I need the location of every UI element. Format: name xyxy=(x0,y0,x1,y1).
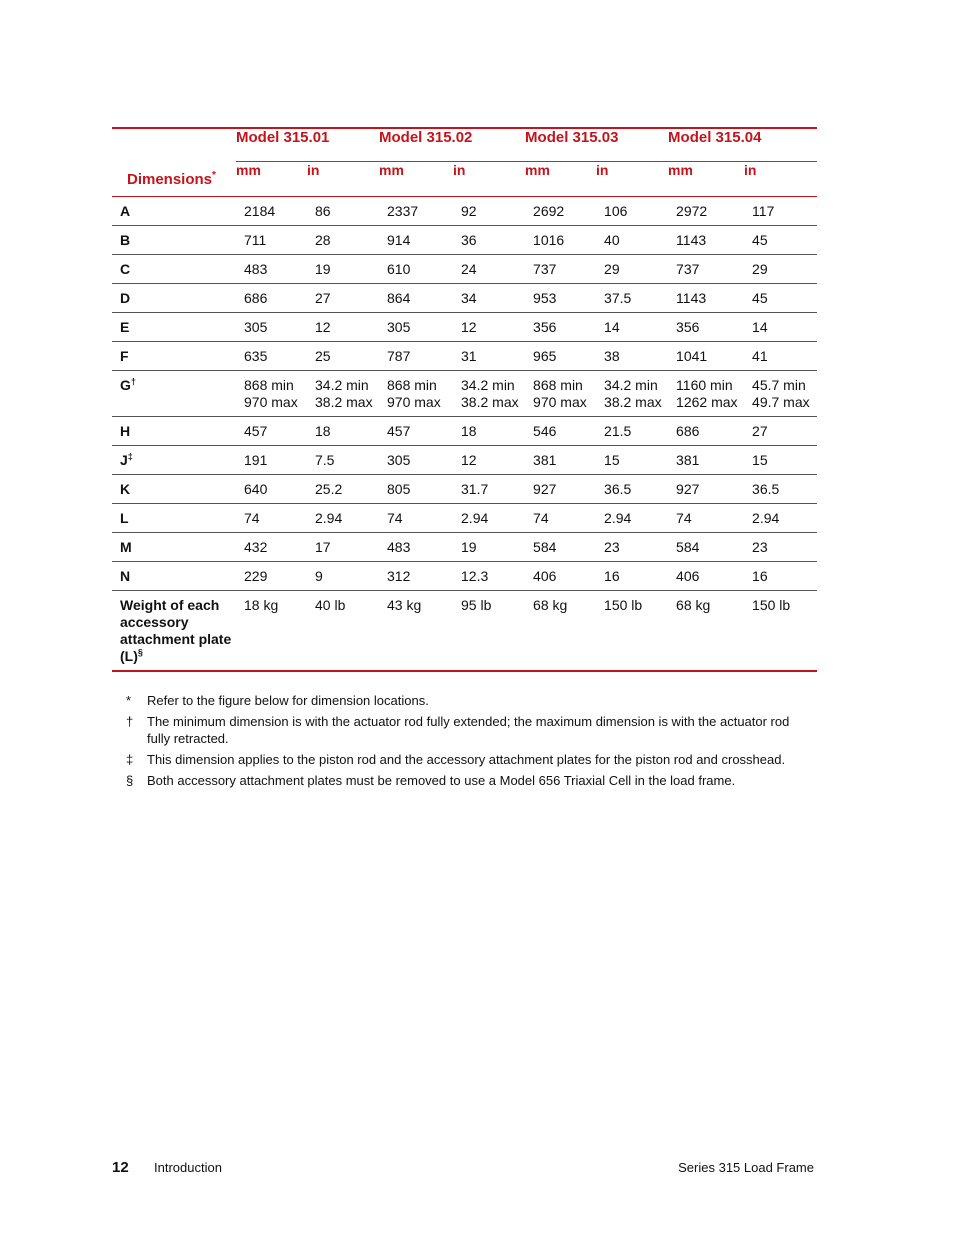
unit-header: in xyxy=(596,162,609,178)
footer-product: Series 315 Load Frame xyxy=(678,1160,814,1175)
value-cell: 21.5 xyxy=(596,417,668,446)
dimension-label xyxy=(112,533,236,562)
value-cell: 787 xyxy=(379,342,453,371)
value-cell: 19 xyxy=(453,533,525,562)
value-cell: 25.2 xyxy=(307,475,379,504)
value-cell: 24 xyxy=(453,255,525,284)
value-cell: 45 xyxy=(744,226,817,255)
dimension-label-text: D xyxy=(120,290,131,306)
dimension-label xyxy=(112,371,236,417)
footnote-mark: § xyxy=(137,647,143,658)
value-cell: 27 xyxy=(307,284,379,313)
table-row xyxy=(112,562,817,591)
footnote xyxy=(126,713,796,747)
value-line: 38.2 max xyxy=(604,394,662,410)
value-cell: 2.94 xyxy=(453,504,525,533)
unit-header: mm xyxy=(236,162,261,178)
value-cell: 14 xyxy=(596,313,668,342)
value-cell: 12 xyxy=(453,313,525,342)
value-cell: 68 kg xyxy=(533,597,568,613)
model-header-4: Model 315.04 xyxy=(668,128,817,162)
value-cell: 40 xyxy=(596,226,668,255)
footer-section: Introduction xyxy=(154,1160,222,1175)
value-cell xyxy=(236,371,307,417)
dimension-label xyxy=(112,591,236,672)
value-cell: 381 xyxy=(668,446,744,475)
dimension-label xyxy=(112,226,236,255)
value-cell: 74 xyxy=(236,504,307,533)
value-line: 49.7 max xyxy=(752,394,810,410)
dimension-label-text: H xyxy=(120,423,131,439)
table-row xyxy=(112,284,817,313)
dimension-label xyxy=(112,446,236,475)
dimension-label xyxy=(112,197,236,226)
value-cell: 483 xyxy=(379,533,453,562)
value-cell: 31 xyxy=(453,342,525,371)
value-cell: 457 xyxy=(379,417,453,446)
value-cell: 117 xyxy=(744,197,817,226)
value-cell: 2.94 xyxy=(744,504,817,533)
value-cell: 29 xyxy=(596,255,668,284)
footnotes xyxy=(126,692,796,793)
value-cell: 34 xyxy=(453,284,525,313)
dimensions-header-text: Dimensions xyxy=(127,171,213,188)
value-cell xyxy=(744,371,817,417)
value-cell: 737 xyxy=(525,255,596,284)
value-cell: 686 xyxy=(236,284,307,313)
value-line: 34.2 min xyxy=(461,377,515,393)
table-row xyxy=(112,446,817,475)
value-cell: 927 xyxy=(525,475,596,504)
value-cell: 1143 xyxy=(668,284,744,313)
value-cell: 305 xyxy=(379,446,453,475)
dimensions-table xyxy=(112,127,817,672)
value-cell: 864 xyxy=(379,284,453,313)
footnote xyxy=(126,751,796,768)
dimension-label-text: K xyxy=(120,481,131,497)
footnote-symbol: ‡ xyxy=(126,752,134,767)
dimension-label-text: C xyxy=(120,261,131,277)
value-cell: 635 xyxy=(236,342,307,371)
dimension-label xyxy=(112,417,236,446)
value-cell: 737 xyxy=(668,255,744,284)
value-cell: 457 xyxy=(236,417,307,446)
table-row xyxy=(112,475,817,504)
value-cell: 16 xyxy=(744,562,817,591)
value-line: 1160 min xyxy=(676,377,733,393)
value-line: 970 max xyxy=(387,394,441,410)
value-cell: 483 xyxy=(236,255,307,284)
dimension-label xyxy=(112,284,236,313)
value-cell: 432 xyxy=(236,533,307,562)
table-row xyxy=(112,313,817,342)
value-cell xyxy=(668,371,744,417)
value-cell: 37.5 xyxy=(596,284,668,313)
footnote-mark: † xyxy=(130,376,136,387)
value-cell: 17 xyxy=(307,533,379,562)
table-row xyxy=(112,504,817,533)
dimension-label-text: B xyxy=(120,232,131,248)
dimension-label xyxy=(112,313,236,342)
footnote-mark: ‡ xyxy=(127,451,133,462)
footnote-symbol: § xyxy=(126,773,134,788)
dimension-label-text: F xyxy=(120,348,129,364)
value-cell: 305 xyxy=(379,313,453,342)
value-cell: 7.5 xyxy=(307,446,379,475)
value-cell xyxy=(453,371,525,417)
value-line: 970 max xyxy=(533,394,587,410)
value-cell: 15 xyxy=(744,446,817,475)
value-cell: 18 xyxy=(307,417,379,446)
value-cell: 406 xyxy=(668,562,744,591)
dimension-label-text: J xyxy=(120,452,128,468)
value-cell: 40 lb xyxy=(315,597,346,613)
unit-header: in xyxy=(453,162,466,178)
value-cell: 45 xyxy=(744,284,817,313)
value-cell: 36.5 xyxy=(744,475,817,504)
value-cell: 23 xyxy=(596,533,668,562)
value-cell xyxy=(307,371,379,417)
value-line: 1262 max xyxy=(676,394,738,410)
value-cell: 28 xyxy=(307,226,379,255)
unit-header: in xyxy=(744,162,757,178)
footnote-text: The minimum dimension is with the actuator rod fully extended; the maximum dimension is with the actuator rod fully retracted. xyxy=(147,714,790,746)
value-cell: 191 xyxy=(236,446,307,475)
value-line: 38.2 max xyxy=(315,394,373,410)
value-line: 970 max xyxy=(244,394,298,410)
value-cell: 74 xyxy=(668,504,744,533)
value-cell: 312 xyxy=(379,562,453,591)
dimension-label xyxy=(112,562,236,591)
value-cell: 23 xyxy=(744,533,817,562)
value-cell: 2.94 xyxy=(596,504,668,533)
value-cell: 150 lb xyxy=(604,597,643,613)
dimension-label xyxy=(112,342,236,371)
value-cell: 1016 xyxy=(525,226,596,255)
dimension-label xyxy=(112,504,236,533)
table-row xyxy=(112,226,817,255)
value-cell: 36 xyxy=(453,226,525,255)
value-cell: 31.7 xyxy=(453,475,525,504)
value-cell: 406 xyxy=(525,562,596,591)
value-cell: 2.94 xyxy=(307,504,379,533)
footnote-text: Both accessory attachment plates must be removed to use a Model 656 Triaxial Cell in the load frame. xyxy=(147,773,736,788)
value-line: 868 min xyxy=(244,377,294,393)
value-cell: 584 xyxy=(525,533,596,562)
value-cell: 2972 xyxy=(668,197,744,226)
table-row xyxy=(112,533,817,562)
value-cell: 914 xyxy=(379,226,453,255)
dimension-label-text: N xyxy=(120,568,131,584)
value-cell: 38 xyxy=(596,342,668,371)
value-cell: 546 xyxy=(525,417,596,446)
value-cell: 106 xyxy=(596,197,668,226)
value-cell: 15 xyxy=(596,446,668,475)
value-cell: 356 xyxy=(668,313,744,342)
value-cell: 356 xyxy=(525,313,596,342)
table-row xyxy=(112,417,817,446)
value-cell: 2692 xyxy=(525,197,596,226)
value-cell: 640 xyxy=(236,475,307,504)
value-cell: 41 xyxy=(744,342,817,371)
value-cell: 965 xyxy=(525,342,596,371)
dimension-label xyxy=(112,255,236,284)
value-cell: 2337 xyxy=(379,197,453,226)
dimension-label-text: M xyxy=(120,539,132,555)
footnote-symbol: * xyxy=(126,693,132,708)
page-footer xyxy=(112,1160,814,1180)
value-cell: 12 xyxy=(307,313,379,342)
footnote-text: This dimension applies to the piston rod and the accessory attachment plates for the piston rod and crosshead. xyxy=(147,752,786,767)
value-cell xyxy=(525,371,596,417)
dimension-label-text: A xyxy=(120,203,131,219)
table-row xyxy=(112,342,817,371)
footnote xyxy=(126,692,796,709)
value-cell: 150 lb xyxy=(752,597,791,613)
value-cell: 74 xyxy=(379,504,453,533)
footnote-text: Refer to the figure below for dimension locations. xyxy=(147,693,429,708)
table-row xyxy=(112,197,817,226)
value-cell: 29 xyxy=(744,255,817,284)
value-cell: 381 xyxy=(525,446,596,475)
footnote xyxy=(126,772,796,789)
unit-header: mm xyxy=(668,162,693,178)
dimensions-footnote-mark: * xyxy=(212,170,216,181)
dimensions-header xyxy=(112,128,236,197)
model-header-2: Model 315.02 xyxy=(379,128,525,162)
value-cell: 12.3 xyxy=(453,562,525,591)
value-cell: 1041 xyxy=(668,342,744,371)
value-cell: 95 lb xyxy=(461,597,492,613)
model-header-row xyxy=(112,128,817,162)
value-cell: 25 xyxy=(307,342,379,371)
value-line: 868 min xyxy=(387,377,437,393)
value-cell: 584 xyxy=(668,533,744,562)
value-cell: 27 xyxy=(744,417,817,446)
value-cell: 2184 xyxy=(236,197,307,226)
value-cell: 953 xyxy=(525,284,596,313)
table-row xyxy=(112,591,817,672)
value-line: 868 min xyxy=(533,377,583,393)
value-cell xyxy=(379,371,453,417)
value-cell: 18 xyxy=(453,417,525,446)
value-cell: 43 kg xyxy=(387,597,422,613)
value-cell: 229 xyxy=(236,562,307,591)
value-line: 38.2 max xyxy=(461,394,519,410)
unit-header: in xyxy=(307,162,320,178)
dimension-label-text: G xyxy=(120,377,131,393)
value-cell: 68 kg xyxy=(676,597,711,613)
value-cell: 305 xyxy=(236,313,307,342)
value-line: 45.7 min xyxy=(752,377,806,393)
value-line: 34.2 min xyxy=(315,377,369,393)
dimension-label-text: Weight of each accessory attachment plate (L) xyxy=(120,597,232,664)
value-cell: 14 xyxy=(744,313,817,342)
value-line: 34.2 min xyxy=(604,377,658,393)
value-cell: 36.5 xyxy=(596,475,668,504)
value-cell: 711 xyxy=(236,226,307,255)
table-row xyxy=(112,255,817,284)
dimensions-table-body xyxy=(112,197,817,672)
value-cell: 12 xyxy=(453,446,525,475)
dimension-label-text: E xyxy=(120,319,130,335)
value-cell: 18 kg xyxy=(244,597,279,613)
dimension-label xyxy=(112,475,236,504)
value-cell: 86 xyxy=(307,197,379,226)
value-cell: 1143 xyxy=(668,226,744,255)
value-cell: 74 xyxy=(525,504,596,533)
value-cell: 19 xyxy=(307,255,379,284)
value-cell: 805 xyxy=(379,475,453,504)
page-number: 12 xyxy=(112,1159,129,1176)
value-cell: 610 xyxy=(379,255,453,284)
value-cell: 92 xyxy=(453,197,525,226)
value-cell: 16 xyxy=(596,562,668,591)
value-cell xyxy=(596,371,668,417)
table-row xyxy=(112,371,817,417)
model-header-1: Model 315.01 xyxy=(236,128,379,162)
value-cell: 686 xyxy=(668,417,744,446)
unit-header: mm xyxy=(379,162,404,178)
value-cell: 9 xyxy=(307,562,379,591)
value-cell: 927 xyxy=(668,475,744,504)
model-header-3: Model 315.03 xyxy=(525,128,668,162)
unit-header: mm xyxy=(525,162,550,178)
dimension-label-text: L xyxy=(120,510,129,526)
footnote-symbol: † xyxy=(126,714,134,729)
